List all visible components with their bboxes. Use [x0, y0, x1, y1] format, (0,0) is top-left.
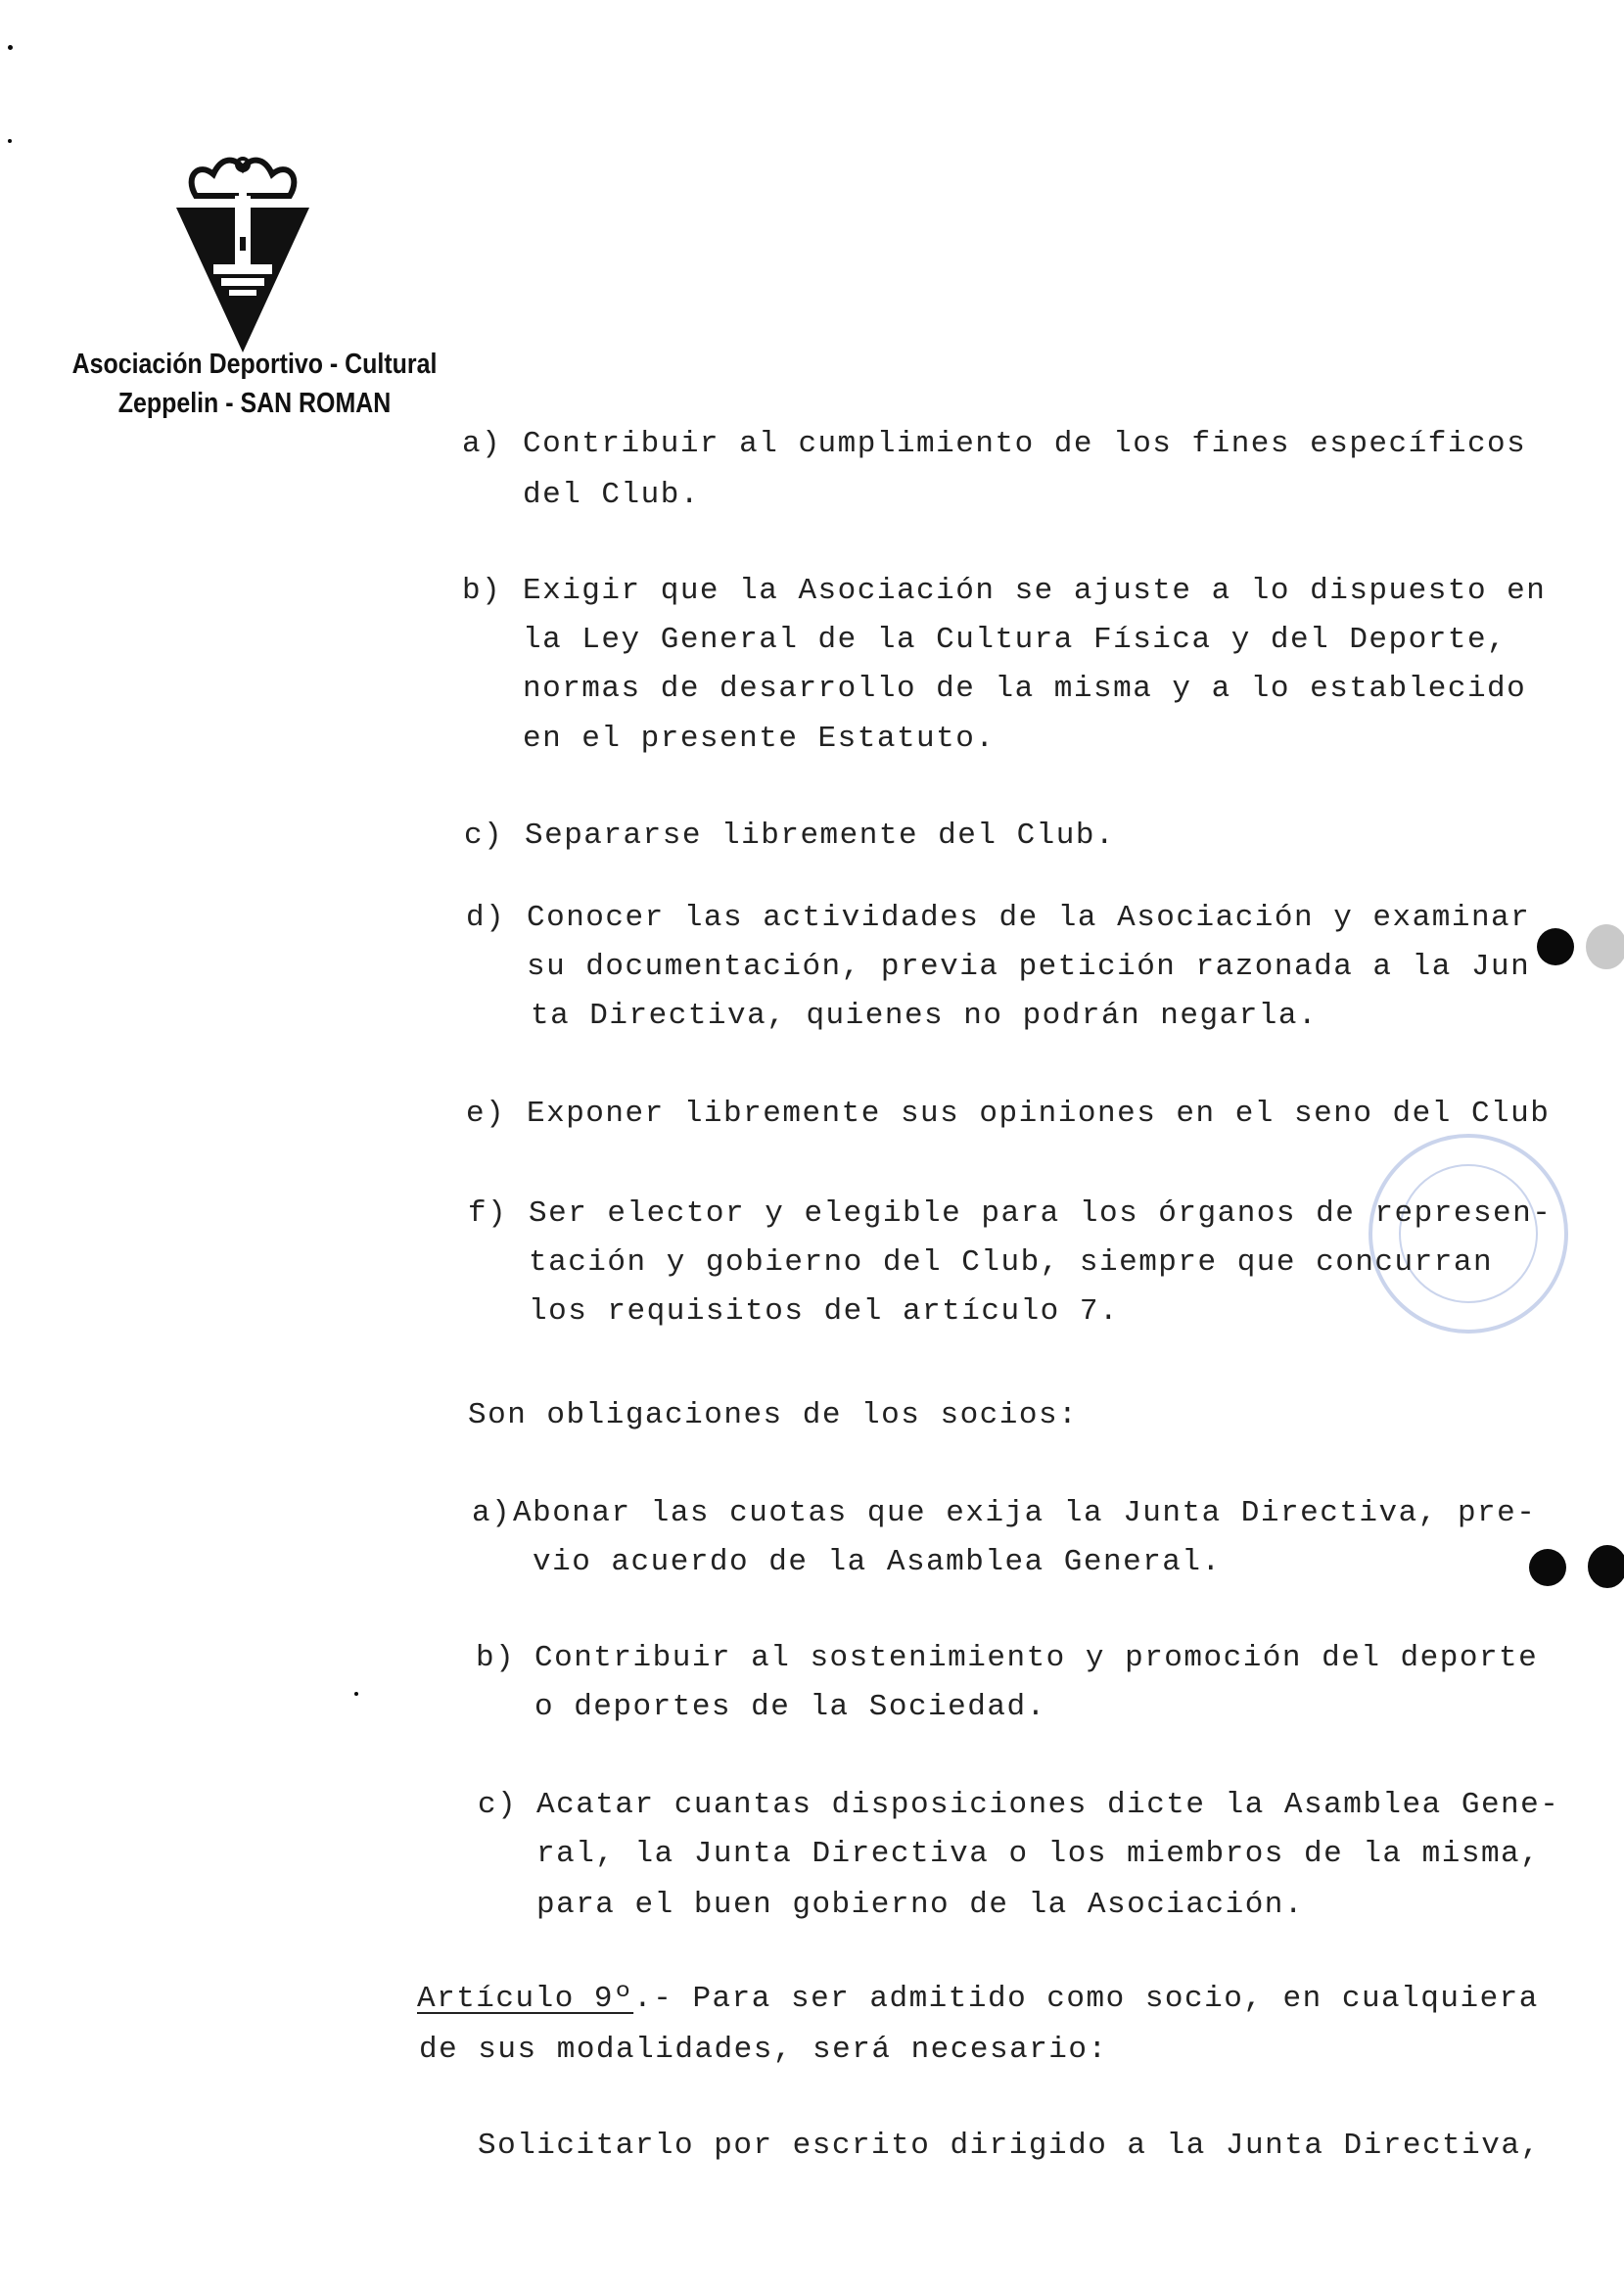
organization-name [53, 345, 457, 423]
rights-item-b-line: en el presente Estatuto. [523, 722, 996, 756]
bleed-through-mark [421, 211, 434, 264]
obligations-intro: Son obligaciones de los socios: [468, 1398, 1079, 1432]
rights-item-b-line: la Ley General de la Cultura Física y del Deporte, [523, 623, 1508, 657]
closing-line: Solicitarlo por escrito dirigido a la Junta Directiva, [478, 2129, 1541, 2163]
rights-item-f-line: tación y gobierno del Club, siempre que concurran [529, 1245, 1494, 1280]
obligations-item-a-marker: a) [472, 1496, 512, 1530]
article-heading: Artículo 9º [417, 1982, 634, 2016]
article-text: .- Para ser admitido como socio, en cualquiera [633, 1982, 1539, 2016]
punch-hole-mark [1537, 928, 1574, 965]
speck-mark [8, 45, 13, 50]
organization-name-line2: Zeppelin - SAN ROMAN [117, 388, 392, 419]
speck-mark [8, 139, 12, 143]
punch-hole-mark [1586, 924, 1624, 969]
obligations-item-c-line: ral, la Junta Directiva o los miembros de la misma, [536, 1837, 1541, 1871]
rights-item-d-marker: d) [466, 901, 506, 935]
rights-item-e-marker: e) [466, 1097, 506, 1131]
obligations-item-a-line: Abonar las cuotas que exija la Junta Directiva, pre- [513, 1496, 1537, 1530]
rights-item-a-marker: a) [462, 427, 502, 461]
rights-item-a-line: del Club. [523, 478, 700, 512]
speck-mark [354, 1692, 358, 1696]
obligations-item-c-marker: c) [478, 1788, 518, 1822]
obligations-item-c-line: Acatar cuantas disposiciones dicte la Asamblea Gene- [536, 1788, 1560, 1822]
obligations-item-b-line: o deportes de la Sociedad. [534, 1690, 1046, 1724]
club-logo-icon [174, 157, 311, 352]
rights-item-d-line: Conocer las actividades de la Asociación y examinar [527, 901, 1531, 935]
rights-item-d-line: su documentación, previa petición razonada a la Jun [527, 950, 1531, 984]
organization-name-line1: Asociación Deportivo - Cultural [71, 349, 438, 380]
obligations-item-b-marker: b) [476, 1641, 516, 1675]
obligations-item-c-line: para el buen gobierno de la Asociación. [536, 1888, 1305, 1922]
punch-hole-mark [1529, 1549, 1566, 1586]
rights-item-c-line: Separarse libremente del Club. [525, 819, 1116, 853]
stamp-mark-icon [1361, 1126, 1576, 1341]
rights-item-d-line: ta Directiva, quienes no podrán negarla. [531, 999, 1319, 1033]
rights-item-a-line: Contribuir al cumplimiento de los fines específicos [523, 427, 1527, 461]
rights-item-c-marker: c) [464, 819, 504, 853]
rights-item-f-line: Ser elector y elegible para los órganos de represen- [529, 1196, 1553, 1231]
obligations-item-a-line: vio acuerdo de la Asamblea General. [533, 1545, 1222, 1579]
rights-item-f-marker: f) [468, 1196, 508, 1231]
rights-item-f-line: los requisitos del artículo 7. [529, 1294, 1120, 1329]
rights-item-b-line: normas de desarrollo de la misma y a lo establecido [523, 672, 1527, 706]
article-paragraph-line [417, 1982, 1539, 2016]
rights-item-b-marker: b) [462, 574, 502, 608]
rights-item-b-line: Exigir que la Asociación se ajuste a lo dispuesto en [523, 574, 1547, 608]
article-paragraph-line: de sus modalidades, será necesario: [419, 2033, 1108, 2067]
rights-item-e-line: Exponer libremente sus opiniones en el seno del Club [527, 1097, 1551, 1131]
obligations-item-b-line: Contribuir al sostenimiento y promoción del deporte [534, 1641, 1539, 1675]
punch-hole-mark [1588, 1545, 1624, 1588]
